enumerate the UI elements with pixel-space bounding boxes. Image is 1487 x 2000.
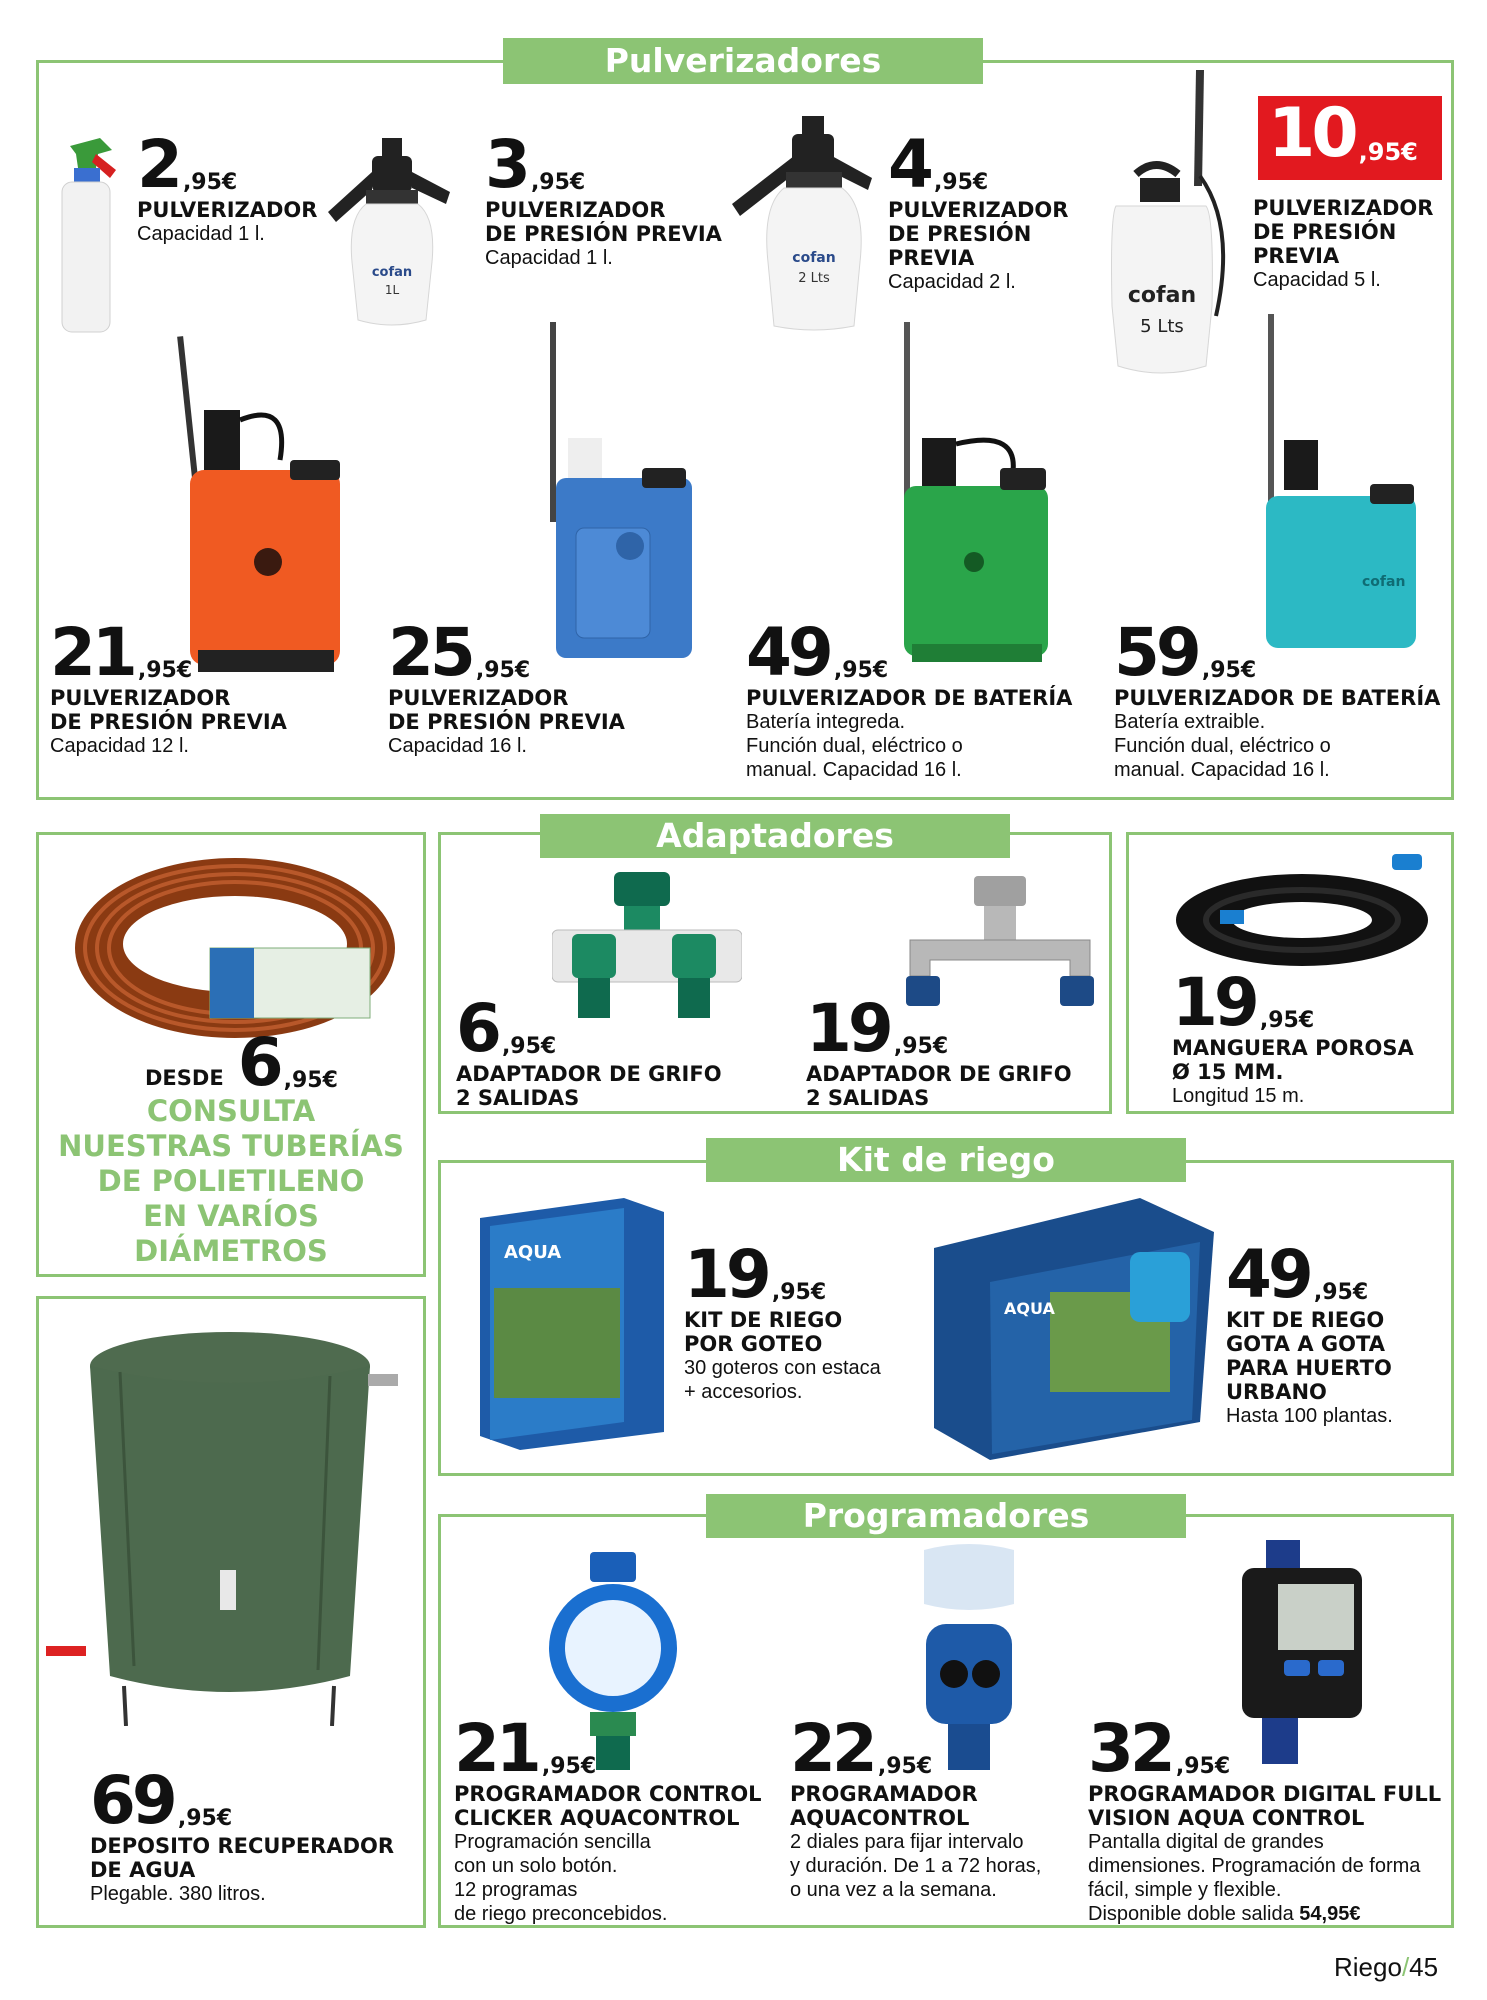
price-decimal: ,95€: [771, 1280, 827, 1305]
product-description: Capacidad 1 l.: [485, 247, 613, 269]
price-integer: 22: [790, 1710, 874, 1787]
product-kit-riego-goteo: [684, 1236, 881, 1404]
price: [888, 126, 1068, 203]
price: [790, 1710, 1041, 1787]
price-integer: 19: [684, 1236, 768, 1313]
product-name: PROGRAMADOR DIGITAL FULL VISION AQUA CONTROL: [1088, 1782, 1442, 1830]
urban-garden-kit-box-image: [930, 1192, 1220, 1464]
price-decimal: ,95€: [1313, 1280, 1369, 1305]
product-adaptador-grifo-plastico: [456, 990, 722, 1110]
price-decimal: ,95€: [877, 1754, 933, 1779]
price: [456, 990, 722, 1067]
kit-header: Kit de riego: [706, 1138, 1186, 1182]
polyethylene-pipe-coil-image: [70, 848, 400, 1048]
price: [806, 990, 1072, 1067]
price-integer: 21: [454, 1710, 538, 1787]
cofan-logo: cofan: [792, 250, 836, 266]
price-decimal: ,95€: [530, 170, 586, 195]
price: [1258, 94, 1442, 173]
pressure-sprayer-2l-image: [722, 112, 892, 334]
price-integer: 19: [1172, 964, 1256, 1041]
product-pulverizador-presion-2l: [888, 126, 1069, 294]
product-programador-clicker: [454, 1710, 762, 1926]
product-name: PULVERIZADOR DE PRESIÓN PREVIA: [388, 686, 625, 734]
product-description: 2 diales para fijar intervalo y duración. De 1 a 72 horas, o una vez a la semana.: [790, 1831, 1042, 1901]
price: [137, 126, 317, 203]
price-decimal: ,95€: [933, 170, 989, 195]
product-name: PULVERIZADOR DE PRESIÓN PREVIA: [485, 198, 722, 246]
product-name: PULVERIZADOR DE PRESIÓN PREVIA: [888, 198, 1069, 270]
price-decimal: ,95€: [501, 1034, 557, 1059]
price-integer: 59: [1114, 614, 1198, 691]
product-description: Capacidad 16 l.: [388, 735, 527, 757]
product-name: ADAPTADOR DE GRIFO 2 SALIDAS: [456, 1062, 722, 1110]
product-description: Capacidad 1 l.: [137, 223, 265, 245]
product-description: Capacidad 2 l.: [888, 271, 1016, 293]
product-deposito-agua: [90, 1762, 395, 1906]
consulta-tuberias-text: CONSULTA NUESTRAS TUBERÍAS DE POLIETILENO EN VARÍOS DIÁMETROS: [58, 1094, 404, 1268]
price: [746, 614, 1072, 691]
product-pulverizador-presion-1l: [485, 126, 722, 270]
product-description: Capacidad 12 l.: [50, 735, 189, 757]
aqua-logo: AQUA: [1004, 1299, 1055, 1318]
product-pulverizador-16l: [388, 614, 625, 758]
product-name: PULVERIZADOR DE BATERÍA: [746, 686, 1073, 710]
product-name: KIT DE RIEGO POR GOTEO: [684, 1308, 843, 1356]
price-integer: 3: [485, 126, 527, 203]
bottle-size-label: 2 Lts: [798, 271, 830, 286]
bottle-size-label: 1L: [384, 283, 400, 297]
price-decimal: ,95€: [1201, 658, 1257, 683]
programadores-header: Programadores: [706, 1494, 1186, 1538]
product-name: PROGRAMADOR AQUACONTROL: [790, 1782, 978, 1830]
page-footer: [1334, 1952, 1438, 1983]
price-integer: 2: [137, 126, 179, 203]
cofan-logo: cofan: [1362, 574, 1406, 590]
price-integer: 6: [237, 1024, 280, 1101]
product-name: MANGUERA POROSA Ø 15 MM.: [1172, 1036, 1414, 1084]
price-prefix: DESDE: [145, 1066, 224, 1090]
price-integer: 21: [50, 614, 134, 691]
product-manguera-porosa: [1172, 964, 1414, 1108]
double-outlet-price: 54,95€: [1299, 1903, 1361, 1925]
price-decimal: ,95€: [1259, 1008, 1315, 1033]
product-programador-aquacontrol: [790, 1710, 1042, 1902]
product-description: Batería extraible. Función dual, eléctrico o manual. Capacidad 16 l.: [1114, 711, 1331, 781]
product-description: Batería integreda. Función dual, eléctrico o manual. Capacidad 16 l.: [746, 711, 963, 781]
price-integer: 6: [456, 990, 498, 1067]
price-integer: 32: [1088, 1710, 1172, 1787]
double-outlet-line: Disponible doble salida 54,95€: [1088, 1903, 1361, 1925]
pressure-sprayer-5l-image: [1096, 66, 1246, 384]
price: [1088, 1710, 1441, 1787]
footer-separator: /: [1401, 1952, 1410, 1982]
product-pulverizador-1l: [137, 126, 318, 246]
price-decimal: ,95€: [475, 658, 531, 683]
price: [1226, 1236, 1393, 1313]
porous-hose-image: [1172, 850, 1448, 970]
product-description: 30 goteros con estaca + accesorios.: [684, 1357, 881, 1403]
product-name: PULVERIZADOR: [137, 198, 318, 222]
cofan-logo: cofan: [1127, 283, 1197, 308]
pressure-sprayer-1l-image: [322, 132, 462, 332]
price-integer: 19: [806, 990, 890, 1067]
price-integer: 10: [1268, 94, 1355, 173]
aqua-logo: AQUA: [504, 1242, 562, 1263]
price: [145, 1024, 338, 1101]
product-name: PULVERIZADOR DE BATERÍA: [1114, 686, 1441, 710]
product-name: PULVERIZADOR DE PRESIÓN PREVIA: [50, 686, 287, 734]
product-name: PROGRAMADOR CONTROL CLICKER AQUACONTROL: [454, 1782, 762, 1830]
product-pulverizador-bateria-integrada: [746, 614, 1073, 782]
price-decimal: ,95€: [283, 1068, 338, 1093]
product-name: PULVERIZADOR DE PRESIÓN PREVIA: [1253, 196, 1434, 268]
product-tuberias: [145, 1024, 338, 1101]
price: [684, 1236, 881, 1313]
backpack-sprayer-blue-image: [520, 318, 710, 670]
price-decimal: ,95€: [541, 1754, 597, 1779]
price-decimal: ,95€: [1175, 1754, 1231, 1779]
tap-adapter-metal-image: [900, 876, 1100, 1016]
product-description: Capacidad 5 l.: [1253, 269, 1381, 291]
price: [1172, 964, 1414, 1041]
water-tank-image: [40, 1316, 420, 1726]
price-decimal: ,95€: [1358, 138, 1418, 166]
product-adaptador-grifo-metal: [806, 990, 1072, 1110]
price-decimal: ,95€: [137, 658, 193, 683]
backpack-sprayer-green-image: [872, 318, 1062, 670]
product-pulverizador-presion-5l: [1253, 196, 1433, 292]
bottle-size-label: 5 Lts: [1140, 316, 1184, 337]
cofan-logo: cofan: [371, 265, 413, 280]
product-description: Hasta 100 plantas.: [1226, 1405, 1393, 1427]
price: [388, 614, 625, 691]
product-description: Plegable. 380 litros.: [90, 1883, 266, 1905]
pulverizadores-header: Pulverizadores: [503, 38, 983, 84]
price-integer: 25: [388, 614, 472, 691]
price-integer: 49: [746, 614, 830, 691]
product-name: DEPOSITO RECUPERADOR DE AGUA: [90, 1834, 395, 1882]
product-description: Programación sencilla con un solo botón. 12 programas de riego preconcebidos.: [454, 1831, 668, 1925]
drip-kit-box-image: [474, 1192, 670, 1454]
price: [485, 126, 722, 203]
price-decimal: ,95€: [893, 1034, 949, 1059]
price-integer: 69: [90, 1762, 174, 1839]
price-integer: 4: [888, 126, 930, 203]
product-programador-digital: [1088, 1710, 1442, 1926]
price-highlight-box: [1258, 96, 1442, 180]
price-decimal: ,95€: [833, 658, 889, 683]
product-description: Longitud 15 m.: [1172, 1085, 1305, 1107]
page-number: 45: [1409, 1952, 1439, 1982]
product-name: KIT DE RIEGO GOTA A GOTA PARA HUERTO URBANO: [1226, 1308, 1392, 1404]
product-pulverizador-12l: [50, 614, 287, 758]
product-kit-riego-huerto: [1226, 1236, 1393, 1428]
price-decimal: ,95€: [182, 170, 238, 195]
price-decimal: ,95€: [177, 1806, 233, 1831]
backpack-sprayer-teal-image: [1230, 310, 1430, 662]
price: [454, 1710, 762, 1787]
product-name: ADAPTADOR DE GRIFO 2 SALIDAS: [806, 1062, 1072, 1110]
adaptadores-header: Adaptadores: [540, 814, 1010, 858]
price: [50, 614, 287, 691]
product-pulverizador-bateria-extraible: [1114, 614, 1441, 782]
price: [1114, 614, 1440, 691]
footer-section: Riego: [1334, 1952, 1402, 1982]
price: [90, 1762, 394, 1839]
spray-bottle-image: [52, 128, 122, 334]
price-integer: 49: [1226, 1236, 1310, 1313]
product-description: Pantalla digital de grandes dimensiones. Programación de forma fácil, simple y flexible. Disponible doble salida 54,95€: [1088, 1830, 1441, 1926]
